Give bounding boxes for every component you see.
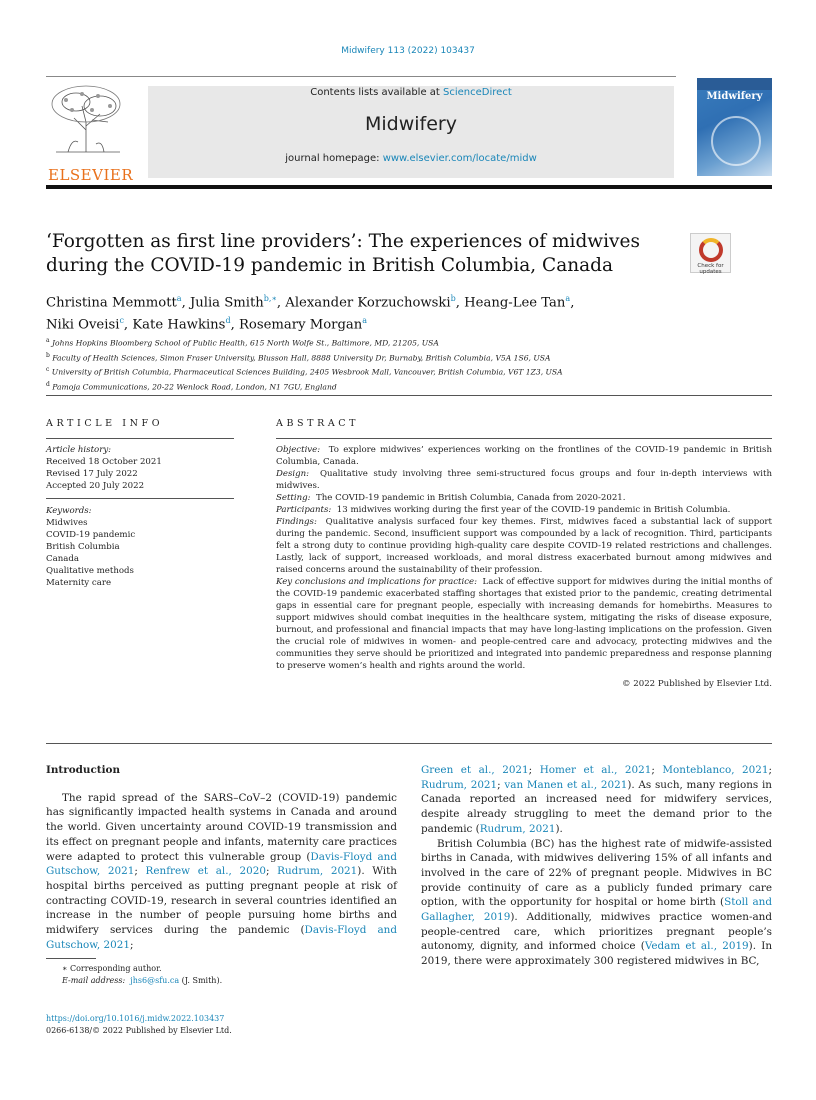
author-name[interactable]: Kate Hawkins: [132, 317, 226, 333]
journal-banner: [148, 86, 674, 178]
author-affil-marker[interactable]: b,∗: [263, 294, 277, 303]
introduction-heading: Introduction: [46, 764, 120, 776]
abstract-rule: [276, 438, 772, 439]
reference-link[interactable]: Homer et al., 2021: [539, 764, 652, 776]
keyword-item: Midwives: [46, 518, 88, 528]
section-divider: [46, 395, 772, 396]
abstract-copyright: © 2022 Published by Elsevier Ltd.: [621, 679, 772, 689]
keyword-item: Canada: [46, 554, 79, 564]
abstract-design: Design: Qualitative study involving three semi-structured focus groups and four in-depth interviews with midwives.: [276, 469, 773, 491]
article-title: ‘Forgotten as first line providers’: The experiences of midwives during the COVID-19 pandemic in British Columbia, Canada: [46, 231, 640, 276]
keywords-rule: [46, 498, 234, 499]
keyword-item: British Columbia: [46, 542, 120, 552]
keywords-label: Keywords:: [46, 506, 92, 516]
author-name[interactable]: Alexander Korzuchowski: [285, 295, 451, 311]
abstract-objective: Objective: To explore midwives’ experiences working on the frontlines of the COVID-19 pandemic in British Columbia, Canada.: [276, 445, 772, 467]
author-name[interactable]: Julia Smith: [189, 295, 264, 311]
affiliation-item: $^c$ University of British Columbia, Pharmaceutical Sciences Building, 2405 Wesbrook Mall, Vancouver, British Columbia, V6T 1Z3, USA: [46, 366, 563, 377]
author-affil-marker[interactable]: a: [565, 294, 571, 303]
intro-paragraph-continued: Green et al., 2021; Homer et al., 2021; Monteblanco, 2021; Rudrum, 2021; van Manen et al., 2021). As such, many regions in Canada reported an increased need for midwifery services, despite already struggling to meet the demand prior to the pandemic (Rudrum, 2021).: [421, 764, 773, 835]
article-info-heading: ARTICLE INFO: [46, 418, 164, 429]
journal-cover[interactable]: [697, 78, 772, 176]
corresponding-label: Corresponding author.: [69, 964, 162, 973]
affiliation-item: $^b$ Faculty of Health Sciences, Simon Fraser University, Blusson Hall, 8888 University Dr, Burnaby, British Columbia, V5A 1S6, USA: [46, 351, 551, 363]
author-affil-marker[interactable]: d: [225, 316, 231, 326]
footnote-marker: ∗: [62, 964, 68, 973]
abstract-body: [276, 444, 772, 690]
cover-graphic: [711, 116, 761, 166]
intro-paragraph: The rapid spread of the SARS–CoV–2 (COVID-19) pandemic has significantly impacted health systems in Canada and around the world. Given uncertainty around COVID-19 transmission and its effect on pregnant people and infants, maternity care practices were adapted to protect this vulnerable group (Davis-Floyd and Gutschow, 2021; Renfrew et al., 2020; Rudrum, 2021). With hospital births perceived as putting pregnant people at risk of contracting COVID-19, research in several countries identified an increase in the number of people pursuing home births and midwifery services during the pandemic (Davis-Floyd and Gutschow, 2021;: [46, 791, 398, 951]
history-received: Received 18 October 2021: [46, 457, 162, 467]
doi-block: [46, 1013, 406, 1037]
abstract-heading: ABSTRACT: [276, 418, 360, 429]
elsevier-tree-icon: [46, 82, 130, 154]
history-accepted: Accepted 20 July 2022: [46, 481, 145, 491]
article-info-rule: [46, 438, 234, 439]
body-divider: [46, 743, 772, 744]
reference-link[interactable]: Stoll and Gallagher, 2019: [421, 896, 772, 924]
cover-title: Midwifery: [706, 91, 763, 102]
corresponding-footnote: ∗ Corresponding author. E-mail address: jhs6@sfu.ca (J. Smith).: [62, 964, 223, 985]
reference-link[interactable]: Renfrew et al., 2020: [145, 865, 266, 878]
body-right-column: [421, 763, 772, 969]
keyword-item: COVID-19 pandemic: [46, 530, 136, 540]
crossmark-line2: updates: [699, 269, 722, 275]
abstract-participants: Participants: 13 midwives working during the first year of the COVID-19 pandemic in British Columbia.: [276, 505, 731, 515]
author-affil-marker[interactable]: a: [362, 316, 368, 326]
author-affil-marker[interactable]: a: [176, 294, 182, 303]
bc-paragraph: British Columbia (BC) has the highest rate of midwife-assisted births in Canada, with midwives delivering 15% of all infants and involved in the care of 22% of pregnant people. Midwives in BC provide continuity of care as a publicly funded primary care option, with the opportunity for hospital or home birth (Stoll and Gallagher, 2019). Additionally, midwives practice women-and people-centred care, which prioritizes pregnant people’s autonomy, dignity, and informed choice (Vedam et al., 2019). In 2019, there were approximately 300 registered midwives in BC,: [421, 837, 773, 968]
abstract-conclusions: Key conclusions and implications for practice: Lack of effective support for midwives during the initial months of the COVID-19 pandemic exacerbated staffing shortages that existed prior to the pandemic, creating detrimental gaps in essential care for pregnant people, especially with increasing demands for homebirths. Measures to support midwives should combat inequities in the healthcare system, mitigating the risks of disease exposure, burnout, and professional and financial impacts that may have long-lasting implications on the profession. Given the crucial role of midwives in women- and people-centred care and advocacy, protecting midwives and the communities they serve should be prioritized and integrated into pandemic preparedness and response planning to preserve women’s health and rights around the world.: [276, 577, 772, 671]
reference-link[interactable]: Davis-Floyd and Gutschow, 2021: [46, 924, 398, 951]
journal-name: Midwifery: [365, 113, 457, 135]
homepage-line: journal homepage: www.elsevier.com/locate/midw: [285, 153, 537, 164]
reference-link[interactable]: Vedam et al., 2019: [644, 940, 749, 953]
journal-header: [46, 76, 772, 184]
crossmark-icon: [699, 238, 723, 262]
journal-citation[interactable]: Midwifery 113 (2022) 103437: [341, 46, 475, 56]
crossmark-line1: Check for: [697, 263, 724, 269]
footnote-rule: [46, 958, 96, 959]
header-divider: [46, 185, 772, 189]
keyword-item: Qualitative methods: [46, 566, 134, 576]
body-left-column: [46, 763, 397, 952]
author-affil-marker[interactable]: c: [119, 316, 124, 326]
abstract-setting: Setting: The COVID-19 pandemic in British Columbia, Canada from 2020-2021.: [276, 493, 626, 503]
contents-line: Contents lists available at ScienceDirect: [310, 87, 512, 98]
reference-link[interactable]: van Manen et al., 2021: [504, 778, 628, 791]
author-name[interactable]: Christina Memmott: [46, 295, 177, 311]
affiliation-item: $^d$ Pamoja Communications, 20-22 Wenlock Road, London, N1 7GU, England: [46, 380, 337, 392]
author-name[interactable]: Heang-Lee Tan: [464, 295, 566, 311]
doi-link[interactable]: https://doi.org/10.1016/j.midw.2022.103437: [46, 1014, 225, 1023]
check-for-updates-badge[interactable]: [690, 233, 731, 273]
abstract-findings: Findings: Qualitative analysis surfaced four key themes. First, midwives faced a substantial lack of support during the pandemic. Second, insufficient support was compounded by a lack of recognition. Third, participants felt a strong duty to continue providing high-quality care despite COVID-19 related restrictions and challenges. Lastly, lack of support, increased workloads, and moral distress exacerbated burnout among midwives and raised concerns around the sustainability of their profession.: [276, 517, 772, 575]
author-name[interactable]: Rosemary Morgan: [238, 317, 363, 333]
article-info: [46, 444, 234, 589]
journal-homepage-link[interactable]: www.elsevier.com/locate/midw: [382, 153, 537, 164]
reference-link[interactable]: Rudrum, 2021: [479, 822, 556, 835]
keyword-item: Maternity care: [46, 578, 112, 588]
header-top-rule: [46, 76, 676, 77]
reference-link[interactable]: Rudrum, 2021: [277, 865, 358, 878]
affiliation-list: [46, 335, 686, 393]
reference-link[interactable]: Green et al., 2021: [421, 764, 529, 776]
history-label: Article history:: [46, 445, 112, 455]
reference-link[interactable]: Davis-Floyd and Gutschow, 2021: [46, 850, 397, 878]
email-label: E-mail address:: [62, 976, 126, 985]
reference-link[interactable]: Monteblanco, 2021: [662, 764, 769, 776]
author-affil-marker[interactable]: b: [450, 294, 456, 303]
history-revised: Revised 17 July 2022: [46, 469, 138, 479]
email-link[interactable]: jhs6@sfu.ca: [130, 976, 180, 985]
issn-line: 0266-6138/© 2022 Published by Elsevier Ltd.: [46, 1026, 232, 1035]
affiliation-item: $^a$ Johns Hopkins Bloomberg School of Public Health, 615 North Wolfe St., Baltimore, MD, 21205, USA: [46, 337, 439, 348]
elsevier-logo: [46, 82, 134, 182]
author-name[interactable]: Niki Oveisi: [46, 317, 120, 333]
author-list: Christina Memmott$^a$, Julia Smith$^{b,∗}$, Alexander Korzuchowski$^b$, Heang-Lee Tan$^a$, Niki Oveisi$^c$, Kate Hawkins$^d$, Rosemary Morgan$^a$: [46, 294, 575, 333]
elsevier-wordmark: ELSEVIER: [48, 166, 134, 184]
sciencedirect-link[interactable]: ScienceDirect: [443, 87, 512, 98]
cover-band: [697, 78, 772, 90]
reference-link[interactable]: Rudrum, 2021: [421, 778, 498, 791]
